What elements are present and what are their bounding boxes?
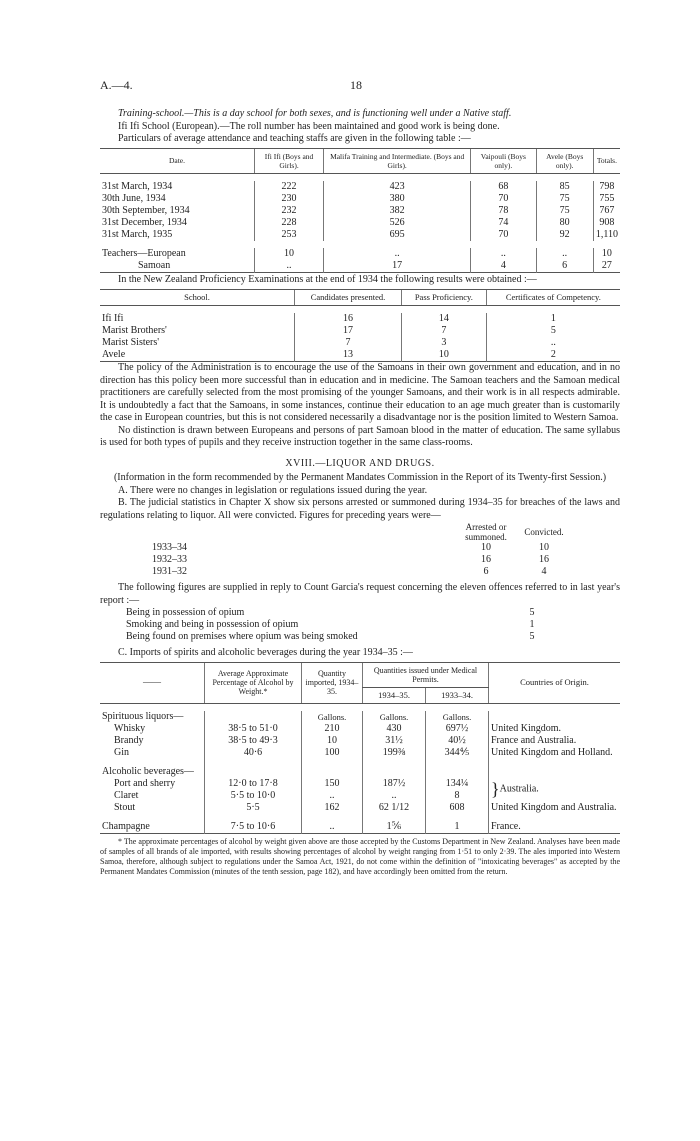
table-cell: 10 [302,735,363,747]
table-cell: 40·6 [205,747,302,759]
section-subtitle: (Information in the form recommended by the Permanent Mandates Commission in the Report of its Twenty-first Session.) [113,472,607,483]
table-cell: 10 [593,248,620,260]
section-title: XVIII.—LIQUOR AND DRUGS. [285,457,435,469]
country-cell: United Kingdom. [489,723,621,735]
table-cell: 14 [401,313,486,325]
table-row [150,554,570,566]
table-row [100,313,620,325]
opium-intro: The following figures are supplied in reply to Count Garcia's request concerning the eleven offences referred to in last year's report :— [100,582,620,606]
country-cell: United Kingdom and Australia. [489,802,621,814]
table-cell: 1⅚ [363,821,426,834]
table-row [100,229,620,241]
training-school-para: Training-school.—This is a day school for both sexes, and is functioning well under a Native staff. [118,108,512,119]
policy-para: The policy of the Administration is to encourage the use of the Samoans in their own government and education, and in no direction has this policy been more successful than in education and in medicine. The Samoan teachers and the Samoan medical practitioners are carefully selected from the most promising of the younger Samoans, and their work is in all respects admirable. It is undoubtedly a fact that the Samoans, in some instances, continue their education to an age much greater than is customarily the case in European countries, but this is not considered necessarily a disadvantage nor is the position limited to Western Samoa. [100,362,620,423]
att-date: 31st March, 1934 [102,180,173,192]
group-label: Alcoholic beverages— [102,765,194,777]
school-name: Avele [102,349,126,360]
units-label: Gallons. [302,711,363,723]
opium-table [124,607,544,643]
table-row [100,723,620,735]
table-cell: 697½ [426,723,489,735]
table-cell: 908 [593,217,620,229]
table-cell: 608 [426,802,489,814]
table-cell: .. [486,337,620,349]
table-cell: 80 [536,217,593,229]
table-cell: 70 [471,193,536,205]
prof-header-candidates: Candidates presented. [295,290,402,306]
table-cell: .. [324,248,471,260]
table-cell: .. [363,790,426,802]
table-row [124,631,544,643]
att-date: 30th June, 1934 [102,192,166,204]
table-cell: 1 [529,619,535,630]
table-cell: 134¼ [426,778,489,790]
school-name: Ifi Ifi [102,313,124,324]
table-cell: 16 [295,313,402,325]
imp-header-medical: Quantities issued under Medical Permits. [363,662,489,687]
proficiency-table [100,289,620,362]
table-row [100,766,620,778]
table-cell: 7 [401,325,486,337]
table-cell: 5·5 [205,802,302,814]
imp-header-y1: 1934–35. [363,687,426,703]
table-cell: 3 [401,337,486,349]
table-row [100,735,620,747]
year-label: 1932–33 [152,554,187,565]
table-cell: 10 [539,542,549,553]
table-cell: 92 [536,229,593,241]
table-row [100,349,620,362]
table-cell: 70 [471,229,536,241]
beverage-name: Brandy [114,734,144,746]
table-cell: 199⅜ [363,747,426,759]
table-cell: 767 [593,205,620,217]
teacher-label: Samoan [138,259,171,271]
prof-header-pass: Pass Proficiency. [401,290,486,306]
report-code: A.—4. [100,78,133,92]
teacher-label: Teachers—European [102,247,186,259]
att-header-vaipouli: Vaipouli (Boys only). [471,148,536,173]
particulars-para: Particulars of average attendance and teaching staffs are given in the following table :— [118,133,471,144]
country-cell: France. [489,821,621,834]
table-row [100,248,620,260]
beverage-name: Gin [114,746,129,758]
imports-table [100,662,620,834]
table-cell: 16 [539,554,549,565]
beverage-name: Claret [114,789,139,801]
att-date: 31st March, 1935 [102,228,173,240]
page-header [100,78,600,94]
attendance-table [100,148,620,273]
offence-label: Smoking and being in possession of opium [126,619,299,630]
group-label: Spirituous liquors— [102,710,184,722]
table-cell: 382 [324,205,471,217]
table-row [100,260,620,273]
table-cell: 695 [324,229,471,241]
imp-header-y2: 1933–34. [426,687,489,703]
table-cell: 10 [255,248,324,260]
beverage-name: Champagne [102,820,150,832]
table-cell: 228 [255,217,324,229]
offence-label: Being found on premises where opium was being smoked [126,631,358,642]
units-label: Gallons. [363,711,426,723]
table-cell: 75 [536,205,593,217]
table-cell: 232 [255,205,324,217]
table-row [124,607,544,619]
table-cell: 40½ [426,735,489,747]
table-cell: 4 [541,566,547,577]
imp-header-pct: Average Approximate Percentage of Alcohol by Weight.* [205,662,302,703]
conv-header-arrested: Arrested or summoned. [465,522,507,542]
proficiency-intro: In the New Zealand Proficiency Examinations at the end of 1934 the following results were obtained :— [118,273,537,285]
table-cell: 344⅘ [426,747,489,759]
table-row [100,747,620,759]
ifi-school-para: Ifi Ifi School (European).—The roll number has been maintained and good work is being done. [118,120,500,132]
table-cell: 798 [593,181,620,193]
table-row [100,205,620,217]
table-cell: 380 [324,193,471,205]
table-cell: 423 [324,181,471,193]
table-cell: 7·5 to 10·6 [205,821,302,834]
table-cell: 1 [486,313,620,325]
table-row [100,193,620,205]
table-cell: 1,110 [593,229,620,241]
imports-intro: C. Imports of spirits and alcoholic beverages during the year 1934–35 :— [118,647,413,658]
table-row [124,619,544,631]
country-cell: United Kingdom and Holland. [489,747,621,759]
distinction-para: No distinction is drawn between Europeans and persons of part Samoan blood in the matter of education. The same syllabus is used for both types of pupils and they receive instruction together in the same class-rooms. [100,424,620,448]
att-date: 30th September, 1934 [102,204,190,216]
year-label: 1931–32 [152,566,187,577]
offence-label: Being in possession of opium [126,607,245,618]
prof-header-school: School. [100,290,295,306]
table-cell: 12·0 to 17·8 [205,778,302,790]
table-cell: 4 [471,260,536,273]
table-cell: 10 [401,349,486,362]
table-row [100,778,620,790]
table-cell: 526 [324,217,471,229]
table-cell: 31½ [363,735,426,747]
page-number: 18 [350,78,362,92]
table-cell: 10 [481,542,491,553]
table-cell: .. [471,248,536,260]
units-label: Gallons. [426,711,489,723]
table-cell: 1 [426,821,489,834]
table-cell: .. [536,248,593,260]
table-cell: 5 [486,325,620,337]
country-cell [489,778,621,802]
beverage-name: Port and sherry [114,777,176,789]
table-cell: 430 [363,723,426,735]
table-cell: 210 [302,723,363,735]
table-cell: 17 [324,260,471,273]
conv-header-convicted: Convicted. [524,527,564,537]
table-cell: 162 [302,802,363,814]
table-cell: 6 [483,566,489,577]
table-cell: 85 [536,181,593,193]
table-cell: 17 [295,325,402,337]
att-header-date: Date. [100,148,255,173]
table-cell: 100 [302,747,363,759]
table-cell: 5 [529,631,535,642]
brace-icon: } [491,779,500,800]
table-cell: 6 [536,260,593,273]
page-body [100,108,620,877]
att-date: 31st December, 1934 [102,216,187,228]
table-cell: .. [255,260,324,273]
beverage-name: Stout [114,801,136,813]
imp-header-qty: Quantity imported, 1934–35. [302,662,363,703]
att-header-ifi: Ifi Ifi (Boys and Girls). [255,148,324,173]
table-row [100,325,620,337]
imp-header-blank: —— [100,662,205,703]
att-header-malifa: Malifa Training and Intermediate. (Boys and Girls). [324,148,471,173]
table-cell: 38·5 to 49·3 [205,735,302,747]
table-row [150,542,570,554]
table-cell: 27 [593,260,620,273]
para-a: A. There were no changes in legislation or regulations issued during the year. [118,484,428,496]
table-cell: 253 [255,229,324,241]
table-row [100,217,620,229]
table-cell: 75 [536,193,593,205]
imp-header-countries: Countries of Origin. [489,662,621,703]
table-cell: 755 [593,193,620,205]
para-b: B. The judicial statistics in Chapter X show six persons arrested or summoned during 1934–35 for breaches of the laws and regulations relating to liquor. All were convicted. Figures for preceding years were— [100,497,620,521]
table-cell: 16 [481,554,491,565]
school-name: Marist Sisters' [102,337,160,348]
table-cell: .. [302,790,363,802]
table-cell: 78 [471,205,536,217]
table-row [100,181,620,193]
table-row [150,566,570,578]
table-cell: 187½ [363,778,426,790]
table-cell: 8 [426,790,489,802]
table-cell: 2 [486,349,620,362]
att-header-avele: Avele (Boys only). [536,148,593,173]
table-cell: .. [302,821,363,834]
table-row [100,802,620,814]
table-cell: 68 [471,181,536,193]
table-cell: 62 1/12 [363,802,426,814]
table-row [100,337,620,349]
table-cell: 13 [295,349,402,362]
att-header-totals: Totals. [593,148,620,173]
footnote: * The approximate percentages of alcohol by weight given above are those accepted by the Customs Department in New Zealand. Analyses have been made of samples of all brands of ale imported, with results showing percentages of alcohol by weight ranging from 1·51 to only 2·39. The ales imported into Western Samoa, therefore, although subject to regulations under the Samoa Act, 1921, do not come within the definition of "intoxicating beverages" as accepted by the Permanent Mandates Commission (minutes of the tenth session, page 182), and have accordingly been omitted from the return. [100,836,620,876]
table-cell: 7 [295,337,402,349]
table-row [100,711,620,723]
prof-header-certificates: Certificates of Competency. [486,290,620,306]
table-cell: 5 [529,607,535,618]
table-cell: 230 [255,193,324,205]
country-cell: France and Australia. [489,735,621,747]
table-cell: 150 [302,778,363,790]
table-cell: 5·5 to 10·0 [205,790,302,802]
country-label: Australia. [499,783,539,795]
convictions-table [150,522,570,578]
beverage-name: Whisky [114,722,146,734]
table-cell: 222 [255,181,324,193]
year-label: 1933–34 [152,542,187,553]
table-cell: 74 [471,217,536,229]
table-row [100,821,620,834]
school-name: Marist Brothers' [102,325,167,336]
table-cell: 38·5 to 51·0 [205,723,302,735]
